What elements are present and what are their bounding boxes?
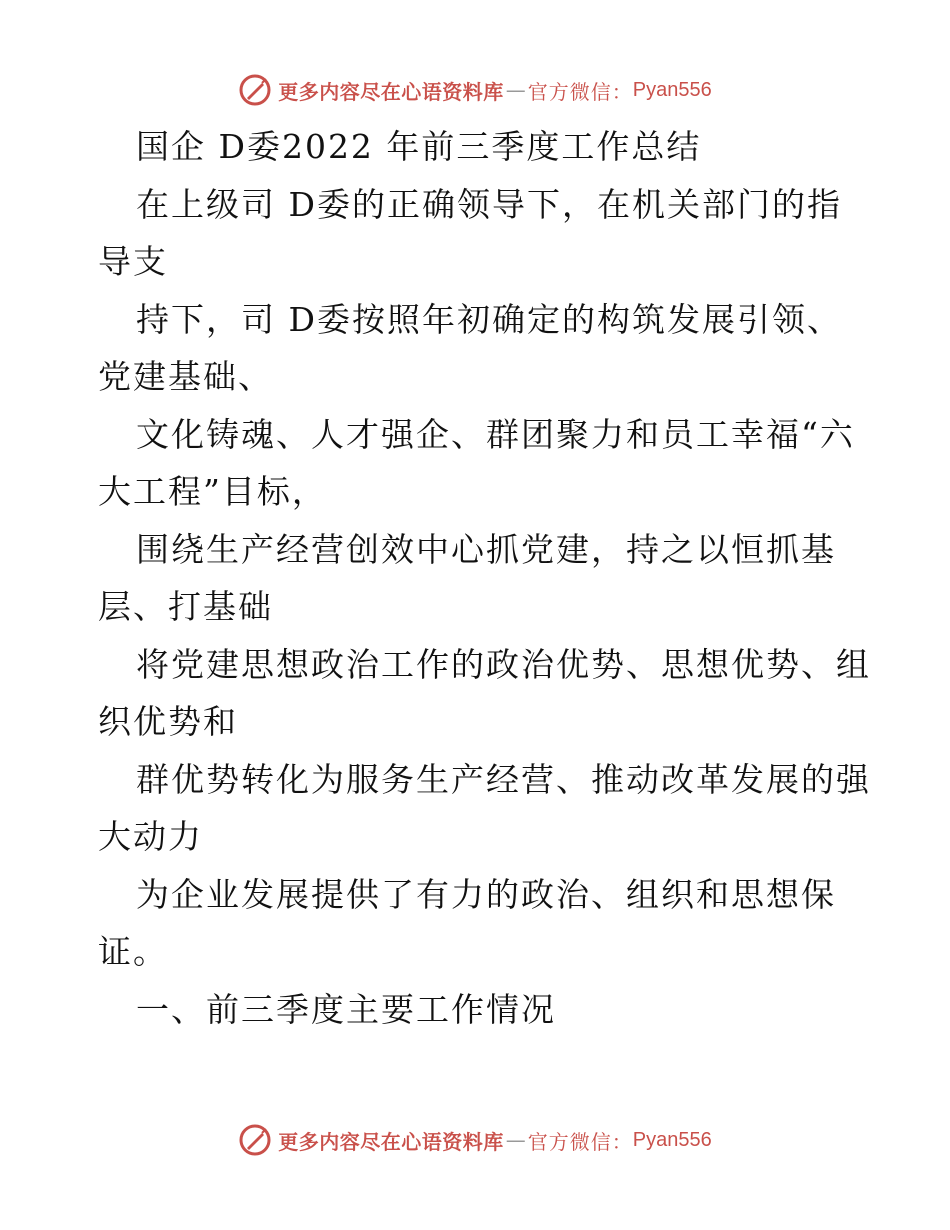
footer-wechat-id: Pyan556 [632,1128,712,1151]
text-line: 大工程”目标， [98,472,327,511]
text-line: 一、前三季度主要工作情况 [136,989,556,1029]
footer-slogan: 更多内容尽在心语资料库 [278,1129,504,1154]
header-banner [0,70,950,110]
text-line: 大动力 [98,817,203,856]
document-title: 国企 D委2022 年前三季度工作总结 [136,127,702,166]
header-separator: — [505,78,526,102]
text-line: 为企业发展提供了有力的政治、组织和思想保 [136,874,836,914]
footer-banner [0,1120,950,1160]
text-line: 层、打基础 [98,587,273,626]
header-wechat-id: Pyan556 [632,78,712,101]
text-line: 文化铸魂、人才强企、群团聚力和员工幸福“六 [136,414,855,454]
header-slogan: 更多内容尽在心语资料库 [278,79,504,104]
text-line: 证。 [98,932,168,971]
text-line: 党建基础、 [98,357,273,396]
footer-wechat-label: 官方微信： [527,1129,633,1154]
text-line: 导支 [98,242,168,281]
quill-logo-icon [238,1123,272,1157]
footer-separator: — [505,1128,526,1152]
quill-logo-icon [238,73,272,107]
text-line: 在上级司 D委的正确领导下，在机关部门的指 [136,184,842,224]
text-line: 群优势转化为服务生产经营、推动改革发展的强 [136,759,871,799]
text-line: 持下，司 D委按照年初确定的构筑发展引领、 [136,299,842,339]
text-line: 将党建思想政治工作的政治优势、思想优势、组 [136,644,871,684]
document-body [98,118,871,1038]
text-line: 围绕生产经营创效中心抓党建，持之以恒抓基 [136,529,836,569]
header-wechat-label: 官方微信： [527,79,633,104]
text-line: 织优势和 [98,702,238,741]
